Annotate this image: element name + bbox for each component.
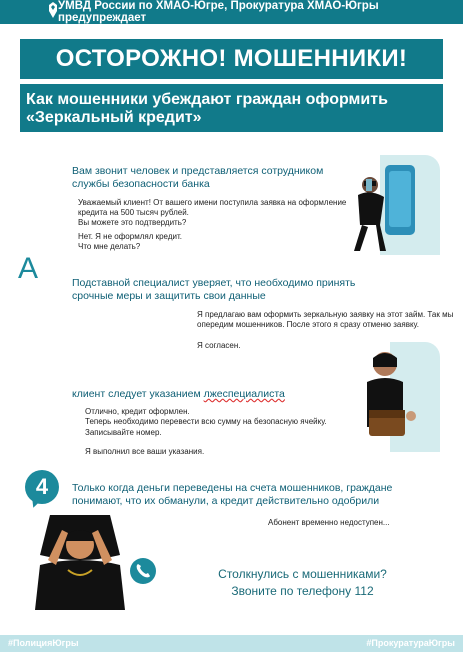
step1-line-1: Уважаемый клиент! От вашего имени поступила заявка на оформление xyxy=(78,198,347,207)
step1-line-5: Что мне делать? xyxy=(78,242,141,251)
step1-line-4: Нет. Я не оформлял кредит. xyxy=(78,232,182,241)
page-title: ОСТОРОЖНО! МОШЕННИКИ! xyxy=(20,39,443,79)
footer-left-hashtag: #ПолицияЮгры xyxy=(8,638,79,648)
step4-line: Абонент временно недоступен... xyxy=(268,518,390,527)
step1-line-2: кредита на 500 тысяч рублей. xyxy=(78,208,189,217)
footer-right-hashtag: #ПрокуратураЮгры xyxy=(366,638,455,648)
step2-line-2: опередим мошенников. После этого я сразу отменю заявку. xyxy=(197,320,419,329)
footer xyxy=(0,635,463,652)
cta-line-1: Столкнулись с мошенниками? xyxy=(218,567,387,581)
badge-tail xyxy=(29,497,42,510)
step2-line-3: Я согласен. xyxy=(197,341,241,350)
call-to-action xyxy=(200,566,405,600)
letter-a: А xyxy=(18,252,39,285)
step3-line-4: Я выполнил все ваши указания. xyxy=(85,447,205,456)
top-bar xyxy=(0,0,463,24)
phone-button xyxy=(130,558,156,584)
step3-line-1: Отлично, кредит оформлен. xyxy=(85,407,190,416)
thief-at-phone-illustration xyxy=(340,155,440,255)
step3-heading-prefix: клиент следует указанием xyxy=(72,388,204,400)
step1-heading: Вам звонит человек и представляется сотрудником службы безопасности банка xyxy=(72,165,324,190)
step2-line-1: Я предлагаю вам оформить зеркальную заявку на этот займ. Так мы xyxy=(197,310,454,319)
distressed-woman-illustration xyxy=(30,515,130,610)
step4-heading: Только когда деньги переведены на счета мошенников, граждане понимают, что их обманули, а кредит действительно одобрили xyxy=(72,482,393,507)
phone-icon xyxy=(130,558,156,584)
header-text: УМВД России по ХМАО-Югре, Прокуратура ХМАО-Югры предупреждает xyxy=(58,0,379,24)
crest-icon xyxy=(48,2,58,18)
step4-number: 4 xyxy=(35,474,49,499)
step1-line-3: Вы можете это подтвердить? xyxy=(78,218,187,227)
step3-heading-word: лжеспециалиста xyxy=(203,388,285,400)
cta-line-2: Звоните по телефону 112 xyxy=(231,584,374,598)
step3-line-2: Теперь необходимо перевести всю сумму на безопасную ячейку. xyxy=(85,417,327,426)
step2-heading: Подставной специалист уверяет, что необходимо принять срочные меры и защитить свои данные xyxy=(72,277,356,302)
page-subtitle: Как мошенники убеждают граждан оформить «Зеркальный кредит» xyxy=(20,84,443,132)
step3-line-3: Записывайте номер. xyxy=(85,428,162,437)
step4-number-badge xyxy=(25,470,59,504)
step3-heading xyxy=(72,388,372,401)
